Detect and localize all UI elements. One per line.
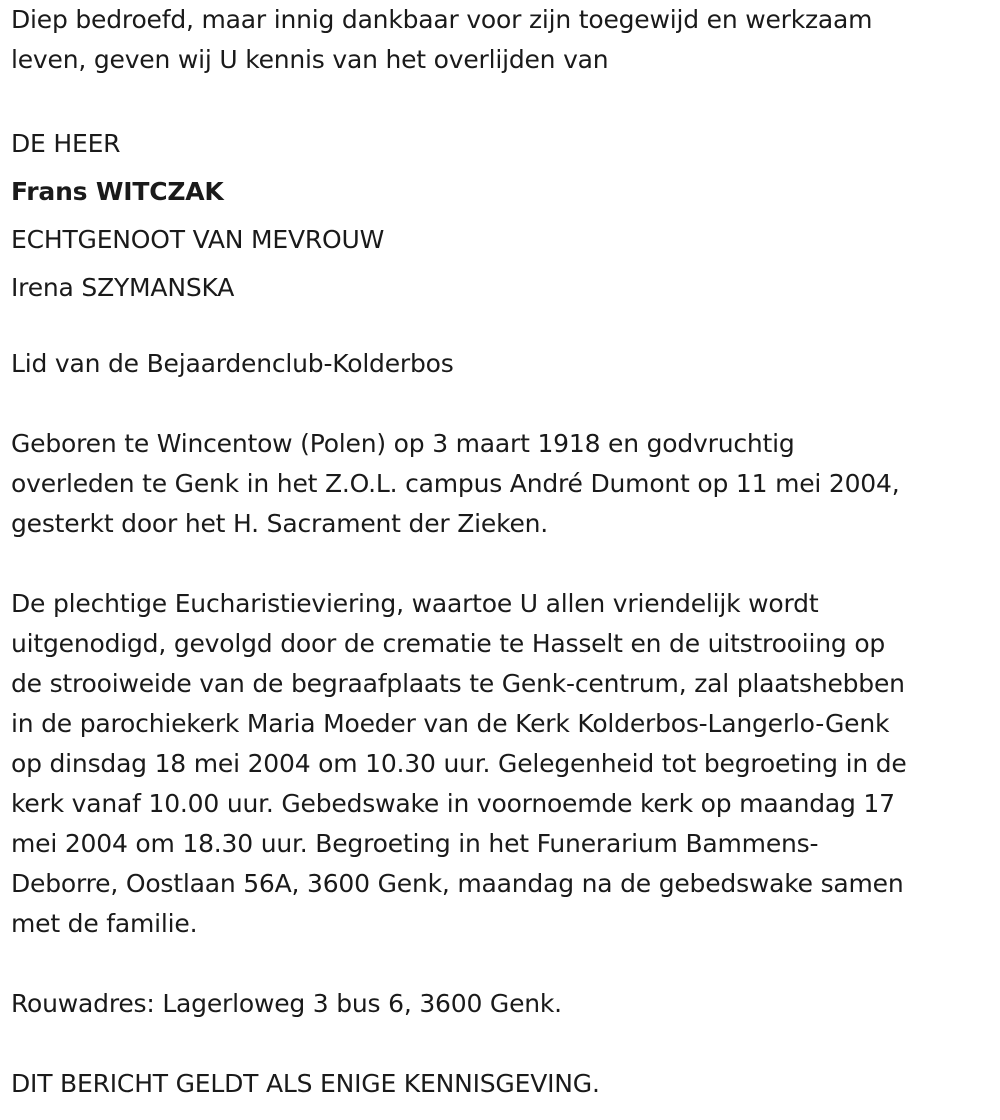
- ceremony-line-8: Deborre, Oostlaan 56A, 3600 Genk, maandag na de gebedswake samen: [11, 869, 904, 898]
- obituary-document: [11, 0, 986, 1104]
- intro-line-1: Diep bedroefd, maar innig dankbaar voor zijn toegewijd en werkzaam: [11, 5, 873, 34]
- mourning-address: Rouwadres: Lagerloweg 3 bus 6, 3600 Genk.: [11, 989, 562, 1018]
- deceased-name: Frans WITCZAK: [11, 177, 224, 206]
- birth-death-line-2: overleden te Genk in het Z.O.L. campus André Dumont op 11 mei 2004,: [11, 469, 900, 498]
- intro-line-2: leven, geven wij U kennis van het overlijden van: [11, 45, 609, 74]
- ceremony-line-1: De plechtige Eucharistieviering, waartoe U allen vriendelijk wordt: [11, 589, 819, 618]
- ceremony-line-7: mei 2004 om 18.30 uur. Begroeting in het Funerarium Bammens-: [11, 829, 819, 858]
- closing-notice: DIT BERICHT GELDT ALS ENIGE KENNISGEVING.: [11, 1069, 600, 1098]
- deceased-relation: ECHTGENOOT VAN MEVROUW: [11, 225, 385, 254]
- ceremony-line-3: de strooiweide van de begraafplaats te Genk-centrum, zal plaatshebben: [11, 669, 905, 698]
- ceremony-line-9: met de familie.: [11, 909, 198, 938]
- ceremony-line-2: uitgenodigd, gevolgd door de crematie te Hasselt en de uitstrooiing op: [11, 629, 886, 658]
- deceased-title: DE HEER: [11, 129, 121, 158]
- ceremony-line-4: in de parochiekerk Maria Moeder van de Kerk Kolderbos-Langerlo-Genk: [11, 709, 890, 738]
- ceremony-line-5: op dinsdag 18 mei 2004 om 10.30 uur. Gelegenheid tot begroeting in de: [11, 749, 907, 778]
- birth-death-line-3: gesterkt door het H. Sacrament der Zieken.: [11, 509, 549, 538]
- ceremony-line-6: kerk vanaf 10.00 uur. Gebedswake in voornoemde kerk op maandag 17: [11, 789, 895, 818]
- birth-death-line-1: Geboren te Wincentow (Polen) op 3 maart 1918 en godvruchtig: [11, 429, 795, 458]
- spouse-name: Irena SZYMANSKA: [11, 273, 235, 302]
- membership-line: Lid van de Bejaardenclub-Kolderbos: [11, 349, 454, 378]
